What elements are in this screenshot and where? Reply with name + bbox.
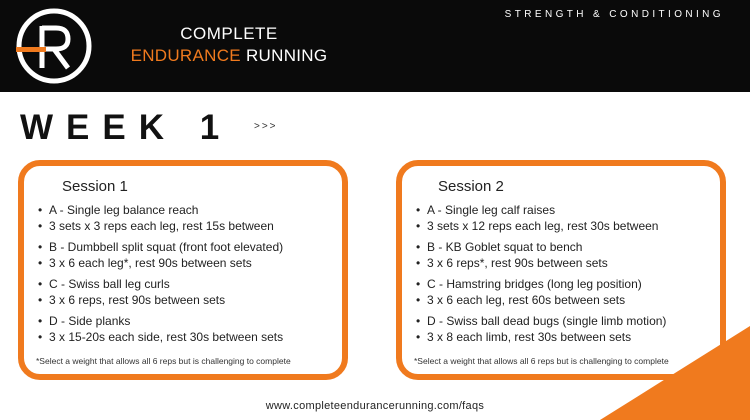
bullet-icon: • [38,256,43,270]
exercise-name: B - KB Goblet squat to bench [427,240,583,254]
bullet-icon: • [38,203,43,217]
exercise-name: D - Swiss ball dead bugs (single limb motion) [427,314,667,328]
bullet-icon: • [416,240,421,254]
bullet-icon: • [38,330,43,344]
brand-rest-word: RUNNING [240,46,328,65]
bullet-icon: • [416,277,421,291]
exercise-item [38,313,336,345]
week-title: WEEK 1 [20,108,233,147]
session-card-1 [18,160,348,380]
footnote: *Select a weight that allows all 6 reps but is challenging to complete [36,356,291,366]
exercise-item [38,239,336,271]
brand-line-2 [126,46,332,66]
brand-accent-word: ENDURANCE [130,46,241,65]
footer-url[interactable]: www.completeendurancerunning.com/faqs [265,400,485,412]
bullet-icon: • [38,314,43,328]
exercise-item [38,202,336,234]
exercise-item [416,276,714,308]
exercise-detail: 3 sets x 12 reps each leg, rest 30s between [427,219,659,233]
exercise-item [416,239,714,271]
exercise-detail: 3 x 6 each leg*, rest 90s between sets [49,256,252,270]
exercise-detail: 3 x 6 each leg, rest 60s between sets [427,293,626,307]
exercise-item [38,276,336,308]
bullet-icon: • [416,314,421,328]
arrows-icon: >>> [254,121,278,132]
bullet-icon: • [38,277,43,291]
bullet-icon: • [416,330,421,344]
logo-icon [14,6,94,86]
session-title: Session 1 [62,178,128,195]
bullet-icon: • [38,219,43,233]
exercise-detail: 3 x 15-20s each side, rest 30s between sets [49,330,284,344]
bullet-icon: • [416,203,421,217]
exercise-list [38,202,336,350]
exercise-name: C - Hamstring bridges (long leg position) [427,277,642,291]
exercise-name: D - Side planks [49,314,131,328]
bullet-icon: • [416,256,421,270]
exercise-detail: 3 x 6 reps*, rest 90s between sets [427,256,608,270]
exercise-detail: 3 x 6 reps, rest 90s between sets [49,293,226,307]
exercise-name: B - Dumbbell split squat (front foot elevated) [49,240,284,254]
footnote: *Select a weight that allows all 6 reps but is challenging to complete [414,356,669,366]
bullet-icon: • [416,293,421,307]
bullet-icon: • [416,219,421,233]
header-bar [0,0,750,92]
exercise-detail: 3 x 8 each limb, rest 30s between sets [427,330,632,344]
brand-line-1: COMPLETE [180,24,278,43]
exercise-name: A - Single leg balance reach [49,203,199,217]
bullet-icon: • [38,293,43,307]
exercise-name: A - Single leg calf raises [427,203,556,217]
tagline: STRENGTH & CONDITIONING [504,9,724,20]
bullet-icon: • [38,240,43,254]
brand-name [126,24,332,66]
exercise-item [416,202,714,234]
exercise-name: C - Swiss ball leg curls [49,277,170,291]
session-title: Session 2 [438,178,504,195]
exercise-detail: 3 sets x 3 reps each leg, rest 15s between [49,219,274,233]
